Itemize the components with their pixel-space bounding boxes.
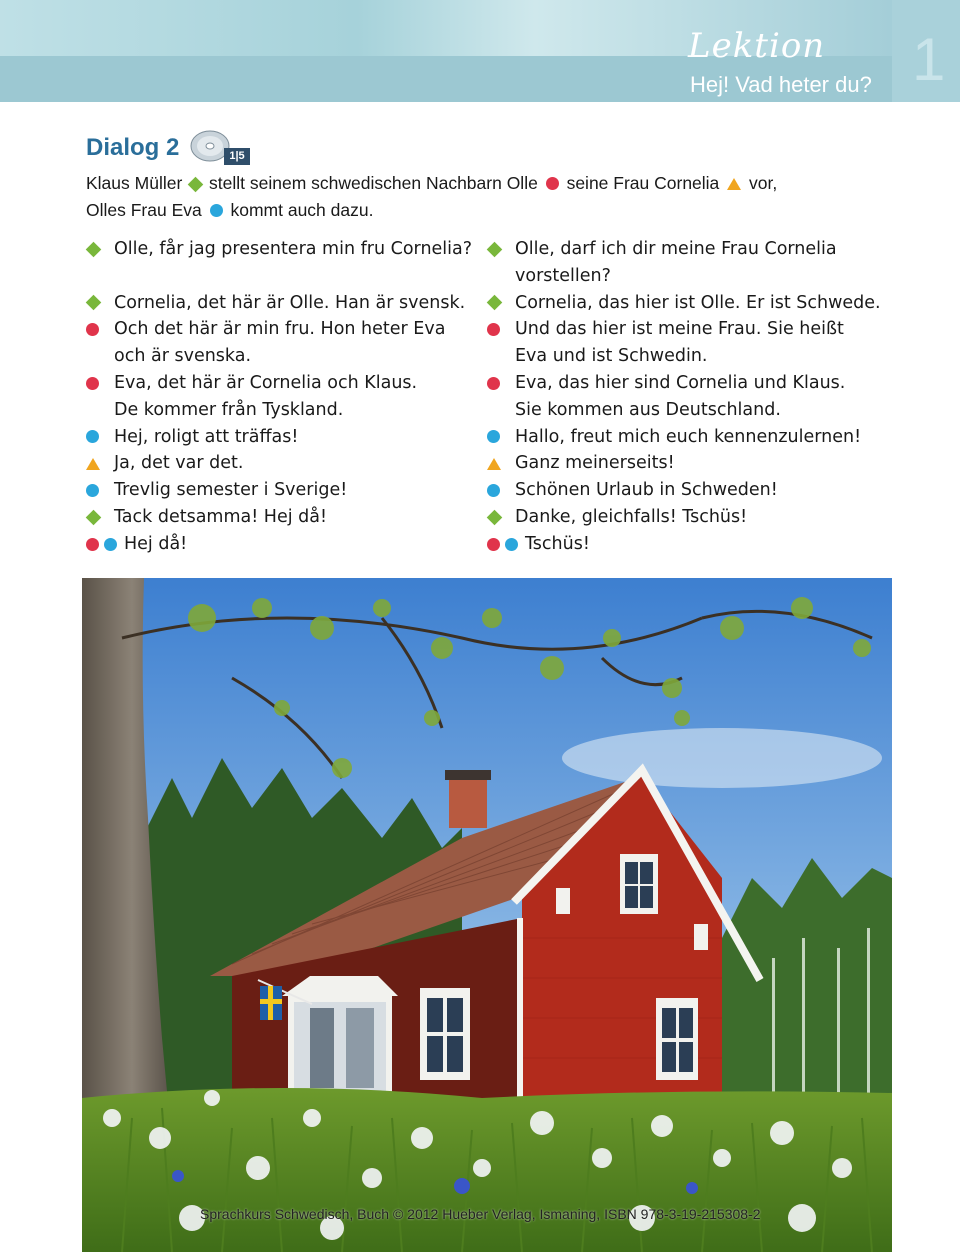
intro-part: kommt auch dazu. xyxy=(230,200,374,220)
dialog-line-continued xyxy=(86,397,486,424)
lesson-subtitle: Hej! Vad heter du? xyxy=(690,72,872,97)
dialog-line xyxy=(487,450,887,477)
dialog-line-continued xyxy=(86,343,486,370)
dialog-text: Eva und ist Schwedin. xyxy=(515,346,708,367)
olle-red-dot-icon xyxy=(487,377,500,390)
intro-part: Olles Frau Eva xyxy=(86,200,202,220)
dialog-line xyxy=(487,424,887,451)
dialog-line xyxy=(86,477,486,504)
dialog-text: Och det här är min fru. Hon heter Eva xyxy=(114,319,446,340)
track-number-badge: 1|5 xyxy=(224,148,250,165)
dialog-line xyxy=(86,236,486,263)
dialog-text: Eva, das hier sind Cornelia und Klaus. xyxy=(515,372,846,393)
cornelia-triangle-icon xyxy=(86,458,100,470)
olle-red-dot-icon xyxy=(546,177,559,190)
eva-blue-dot-icon xyxy=(487,484,500,497)
klaus-diamond-icon xyxy=(86,295,102,311)
klaus-diamond-icon xyxy=(487,295,503,311)
lesson-number: 1 xyxy=(912,26,946,93)
dialog-text: Ja, det var det. xyxy=(114,453,244,474)
klaus-diamond-icon xyxy=(487,242,503,258)
dialog-text: Hej då! xyxy=(124,533,188,554)
dialog-text: Danke, gleichfalls! Tschüs! xyxy=(515,506,748,527)
intro-part: seine Frau Cornelia xyxy=(566,173,720,193)
eva-blue-dot-icon xyxy=(210,204,223,217)
klaus-diamond-icon xyxy=(188,177,204,193)
dialog-line xyxy=(86,531,486,558)
dialog-line xyxy=(487,531,887,558)
intro-part: vor, xyxy=(749,173,778,193)
olle-red-dot-icon xyxy=(86,377,99,390)
eva-blue-dot-icon xyxy=(86,484,99,497)
dialog-line xyxy=(86,450,486,477)
lesson-label: Lektion xyxy=(688,26,826,66)
house-photo xyxy=(82,578,892,1252)
klaus-diamond-icon xyxy=(487,510,503,526)
dialog-text: Schönen Urlaub in Schweden! xyxy=(515,480,778,501)
dialog-line xyxy=(487,370,887,397)
dialog-line xyxy=(86,370,486,397)
dialog-text: och är svenska. xyxy=(114,346,252,367)
dialog-text: Ganz meinerseits! xyxy=(515,453,675,474)
dialog-text: vorstellen? xyxy=(515,265,611,286)
dialog-line xyxy=(487,316,887,343)
intro-part: Klaus Müller xyxy=(86,173,183,193)
dialog-text: Eva, det här är Cornelia och Klaus. xyxy=(114,372,418,393)
house-illustration xyxy=(82,578,892,1252)
dialog-text: Olle, får jag presentera min fru Cornelia? xyxy=(114,239,473,259)
olle-red-dot-icon xyxy=(487,538,500,551)
klaus-diamond-icon xyxy=(86,510,102,526)
page-header xyxy=(0,0,960,102)
dialog-text: Olle, darf ich dir meine Frau Cornelia xyxy=(515,239,837,259)
dialog-line xyxy=(86,424,486,451)
dialog-title: Dialog 2 xyxy=(86,134,180,161)
dialog-line xyxy=(86,290,486,317)
cornelia-triangle-icon xyxy=(487,458,501,470)
dialog-text: Hej, roligt att träffas! xyxy=(114,426,299,447)
dialog-text: Hallo, freut mich euch kennenzulernen! xyxy=(515,426,862,447)
swedish-dialog-column xyxy=(86,236,486,558)
dialog-text: Sie kommen aus Deutschland. xyxy=(515,399,781,420)
copyright-notice: Sprachkurs Schwedisch, Buch © 2012 Hueber Verlag, Ismaning, ISBN 978-3-19-215308-2 xyxy=(200,1206,761,1222)
dialog-line xyxy=(86,504,486,531)
eva-blue-dot-icon xyxy=(86,430,99,443)
dialog-line xyxy=(86,316,486,343)
dialog-text: Tack detsamma! Hej då! xyxy=(114,506,328,527)
dialog-line-continued xyxy=(487,343,887,370)
dialog-line xyxy=(487,504,887,531)
eva-blue-dot-icon xyxy=(505,538,518,551)
dialog-text: Cornelia, det här är Olle. Han är svensk. xyxy=(114,292,466,313)
dialog-intro xyxy=(86,170,886,224)
dialog-line xyxy=(487,290,887,317)
dialog-line xyxy=(487,236,887,263)
eva-blue-dot-icon xyxy=(104,538,117,551)
dialog-text: Trevlig semester i Sverige! xyxy=(114,480,348,501)
dialog-text: Cornelia, das hier ist Olle. Er ist Schwede. xyxy=(515,292,881,313)
olle-red-dot-icon xyxy=(86,538,99,551)
dialog-line-continued xyxy=(487,263,887,290)
eva-blue-dot-icon xyxy=(487,430,500,443)
dialog-line xyxy=(487,477,887,504)
klaus-diamond-icon xyxy=(86,242,102,258)
german-dialog-column xyxy=(487,236,887,558)
dialog-text: Und das hier ist meine Frau. Sie heißt xyxy=(515,319,844,340)
dialog-line-continued xyxy=(487,397,887,424)
dialog-text: De kommer från Tyskland. xyxy=(114,399,344,420)
cornelia-triangle-icon xyxy=(727,178,741,190)
olle-red-dot-icon xyxy=(487,323,500,336)
olle-red-dot-icon xyxy=(86,323,99,336)
intro-part: stellt seinem schwedischen Nachbarn Olle xyxy=(209,173,538,193)
dialog-text: Tschüs! xyxy=(525,533,590,554)
